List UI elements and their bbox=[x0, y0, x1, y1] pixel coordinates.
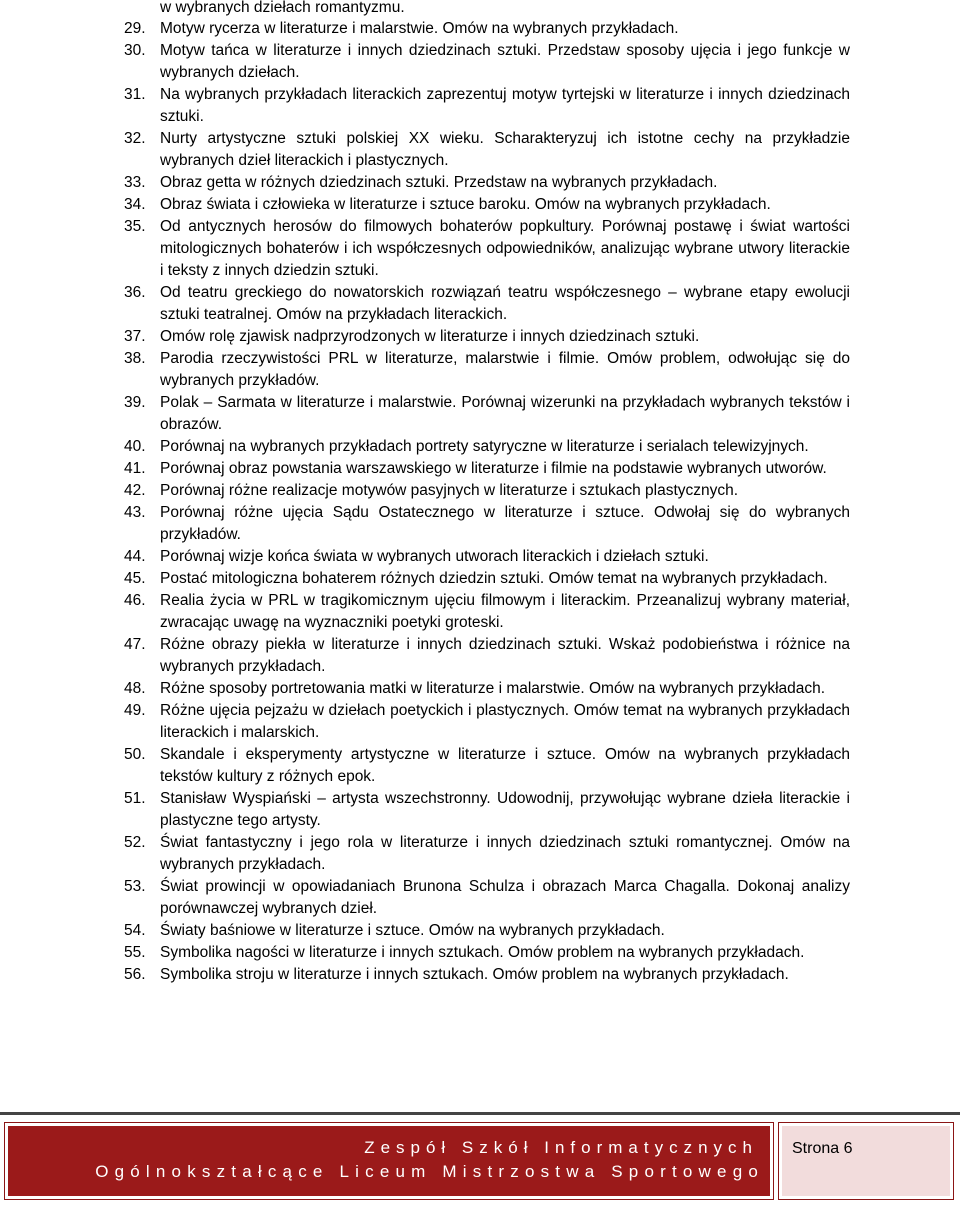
item-text: Różne ujęcia pejzażu w dziełach poetyckich i plastycznych. Omów temat na wybranych przykładach literackich i malarskich. bbox=[160, 702, 850, 741]
footer-divider bbox=[0, 1112, 960, 1115]
item-text: Od antycznych herosów do filmowych bohaterów popkultury. Porównaj postawę i świat wartości mitologicznych bohaterów i ich współczesnych odpowiedników, analizując wybrane utwory literackie i teksty z innych dziedzin sztuki. bbox=[160, 218, 850, 279]
item-text: Postać mitologiczna bohaterem różnych dziedzin sztuki. Omów temat na wybranych przykładach. bbox=[160, 570, 828, 587]
item-number: 43. bbox=[124, 504, 146, 521]
topic-list bbox=[0, 18, 960, 986]
list-item bbox=[0, 84, 850, 128]
item-number: 55. bbox=[124, 944, 146, 961]
item-number: 54. bbox=[124, 922, 146, 939]
list-item bbox=[0, 832, 850, 876]
item-number: 42. bbox=[124, 482, 146, 499]
item-text: Różne obrazy piekła w literaturze i innych dziedzinach sztuki. Wskaż podobieństwa i różnice na wybranych przykładach. bbox=[160, 636, 850, 675]
list-item bbox=[0, 920, 850, 942]
list-item bbox=[0, 172, 850, 194]
item-number: 49. bbox=[124, 702, 146, 719]
item-number: 30. bbox=[124, 42, 146, 59]
list-item bbox=[0, 788, 850, 832]
item-text: Stanisław Wyspiański – artysta wszechstronny. Udowodnij, przywołując wybrane dzieła literackie i plastyczne tego artysty. bbox=[160, 790, 850, 829]
list-item bbox=[0, 326, 850, 348]
item-text: Obraz świata i człowieka w literaturze i sztuce baroku. Omów na wybranych przykładach. bbox=[160, 196, 771, 213]
school-subtitle: Ogólnokształcące Liceum Mistrzostwa Sportowego bbox=[95, 1162, 764, 1181]
item-number: 53. bbox=[124, 878, 146, 895]
page-footer bbox=[0, 1112, 960, 1210]
item-number: 34. bbox=[124, 196, 146, 213]
list-item bbox=[0, 128, 850, 172]
list-item bbox=[0, 216, 850, 282]
list-item bbox=[0, 458, 850, 480]
list-item bbox=[0, 502, 850, 546]
item-number: 33. bbox=[124, 174, 146, 191]
item-number: 44. bbox=[124, 548, 146, 565]
item-number: 48. bbox=[124, 680, 146, 697]
list-item bbox=[0, 18, 850, 40]
item-text: Porównaj obraz powstania warszawskiego w literaturze i filmie na podstawie wybranych utworów. bbox=[160, 460, 827, 477]
item-text: Porównaj różne ujęcia Sądu Ostatecznego w literaturze i sztuce. Odwołaj się do wybranych przykładów. bbox=[160, 504, 850, 543]
item-number: 50. bbox=[124, 746, 146, 763]
item-text: Parodia rzeczywistości PRL w literaturze, malarstwie i filmie. Omów problem, odwołując się do wybranych przykładów. bbox=[160, 350, 850, 389]
item-text: Obraz getta w różnych dziedzinach sztuki. Przedstaw na wybranych przykładach. bbox=[160, 174, 718, 191]
list-item bbox=[0, 744, 850, 788]
item-number: 45. bbox=[124, 570, 146, 587]
item-text: Polak – Sarmata w literaturze i malarstwie. Porównaj wizerunki na przykładach wybranych tekstów i obrazów. bbox=[160, 394, 850, 433]
item-number: 52. bbox=[124, 834, 146, 851]
item-number: 41. bbox=[124, 460, 146, 477]
item-text: Omów rolę zjawisk nadprzyrodzonych w literaturze i innych dziedzinach sztuki. bbox=[160, 328, 700, 345]
item-text: Porównaj wizje końca świata w wybranych utworach literackich i dziełach sztuki. bbox=[160, 548, 709, 565]
list-item bbox=[0, 942, 850, 964]
item-text: Różne sposoby portretowania matki w literaturze i malarstwie. Omów na wybranych przykładach. bbox=[160, 680, 826, 697]
item-text: Skandale i eksperymenty artystyczne w literaturze i sztuce. Omów na wybranych przykładach tekstów kultury z różnych epok. bbox=[160, 746, 850, 785]
page-number-fill bbox=[782, 1126, 950, 1196]
item-text: Motyw rycerza w literaturze i malarstwie. Omów na wybranych przykładach. bbox=[160, 20, 679, 37]
item-text: Nurty artystyczne sztuki polskiej XX wieku. Scharakteryzuj ich istotne cechy na przykładzie wybranych dzieł literackich i plastycznych. bbox=[160, 130, 850, 169]
list-item bbox=[0, 546, 850, 568]
list-item bbox=[0, 678, 850, 700]
item-text: Symbolika nagości w literaturze i innych sztukach. Omów problem na wybranych przykładach. bbox=[160, 944, 805, 961]
item-number: 35. bbox=[124, 218, 146, 235]
list-item bbox=[0, 480, 850, 502]
list-item bbox=[0, 876, 850, 920]
school-name: Zespół Szkół Informatycznych bbox=[364, 1138, 758, 1157]
item-number: 51. bbox=[124, 790, 146, 807]
page-number-box bbox=[778, 1122, 954, 1200]
item-text: Porównaj na wybranych przykładach portrety satyryczne w literaturze i serialach telewizyjnych. bbox=[160, 438, 809, 455]
item-number: 56. bbox=[124, 966, 146, 983]
list-item bbox=[0, 964, 850, 986]
page-number: Strona 6 bbox=[792, 1140, 853, 1157]
item-text: Świat prowincji w opowiadaniach Brunona Schulza i obrazach Marca Chagalla. Dokonaj analizy porównawczej wybranych dzieł. bbox=[160, 878, 850, 917]
item-text: Na wybranych przykładach literackich zaprezentuj motyw tyrtejski w literaturze i innych dziedzinach sztuki. bbox=[160, 86, 850, 125]
item-number: 39. bbox=[124, 394, 146, 411]
item-number: 36. bbox=[124, 284, 146, 301]
list-item bbox=[0, 436, 850, 458]
item-number: 37. bbox=[124, 328, 146, 345]
list-item bbox=[0, 392, 850, 436]
item-text: Od teatru greckiego do nowatorskich rozwiązań teatru współczesnego – wybrane etapy ewolucji sztuki teatralnej. Omów na przykładach literackich. bbox=[160, 284, 850, 323]
list-item bbox=[0, 568, 850, 590]
continued-line: w wybranych dziełach romantyzmu. bbox=[160, 0, 405, 16]
list-item bbox=[0, 634, 850, 678]
item-text: Porównaj różne realizacje motywów pasyjnych w literaturze i sztukach plastycznych. bbox=[160, 482, 739, 499]
item-number: 40. bbox=[124, 438, 146, 455]
list-item bbox=[0, 282, 850, 326]
footer-school-band bbox=[4, 1122, 774, 1200]
item-number: 47. bbox=[124, 636, 146, 653]
item-text: Światy baśniowe w literaturze i sztuce. Omów na wybranych przykładach. bbox=[160, 922, 665, 939]
item-number: 38. bbox=[124, 350, 146, 367]
list-item bbox=[0, 40, 850, 84]
list-item bbox=[0, 590, 850, 634]
item-number: 29. bbox=[124, 20, 146, 37]
item-number: 46. bbox=[124, 592, 146, 609]
list-item bbox=[0, 700, 850, 744]
item-number: 31. bbox=[124, 86, 146, 103]
item-number: 32. bbox=[124, 130, 146, 147]
list-item bbox=[0, 348, 850, 392]
item-text: Świat fantastyczny i jego rola w literaturze i innych dziedzinach sztuki romantycznej. Omów na wybranych przykładach. bbox=[160, 834, 850, 873]
item-text: Symbolika stroju w literaturze i innych sztukach. Omów problem na wybranych przykładach. bbox=[160, 966, 789, 983]
footer-school-band-fill bbox=[8, 1126, 770, 1196]
list-item bbox=[0, 194, 850, 216]
item-text: Realia życia w PRL w tragikomicznym ujęciu filmowym i literackim. Przeanalizuj wybrany materiał, zwracając uwagę na wyznaczniki poetyki groteski. bbox=[160, 592, 850, 631]
item-text: Motyw tańca w literaturze i innych dziedzinach sztuki. Przedstaw sposoby ujęcia i jego funkcje w wybranych dziełach. bbox=[160, 42, 850, 81]
